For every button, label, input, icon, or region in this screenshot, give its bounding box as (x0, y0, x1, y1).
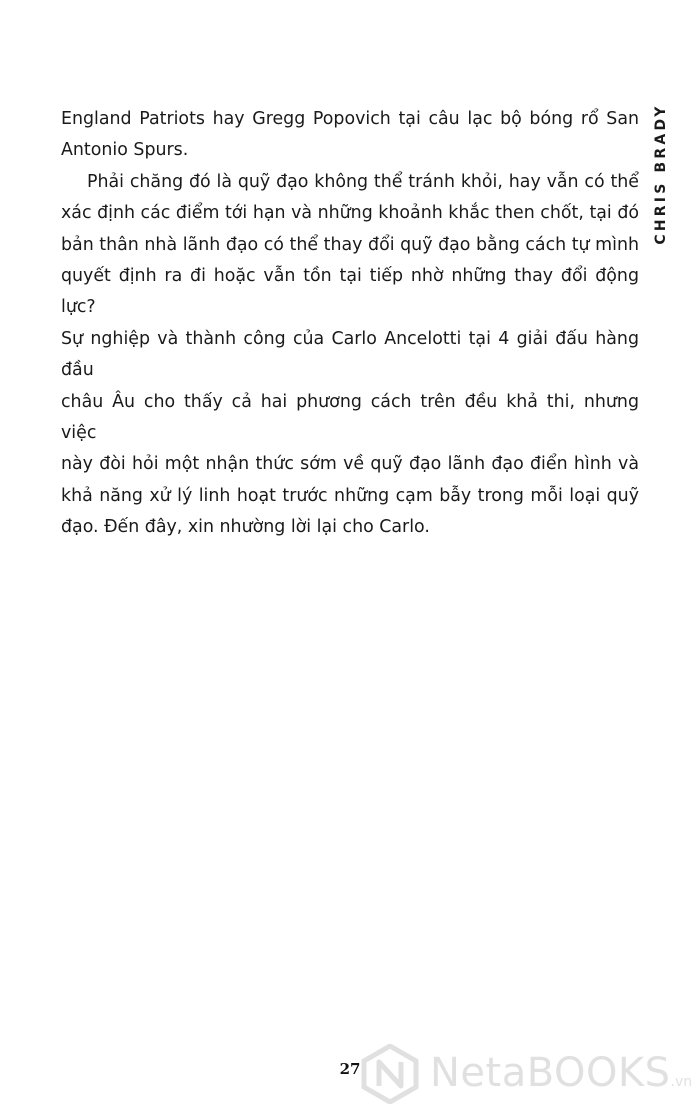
text-line: xác định các điểm tới hạn và những khoảnh khắc then chốt, tại đó (61, 203, 639, 224)
text-line: khả năng xử lý linh hoạt trước những cạm bẫy trong mỗi loại quỹ (61, 485, 639, 506)
body-text (61, 104, 639, 544)
page-number: 27 (339, 1060, 361, 1078)
text-line: quyết định ra đi hoặc vẫn tồn tại tiếp nhờ những thay đổi động lực? (61, 266, 639, 318)
watermark (360, 1036, 693, 1112)
text-line: Antonio Spurs. (61, 140, 189, 161)
text-line: châu Âu cho thấy cả hai phương cách trên đều khả thi, nhưng việc (61, 391, 639, 444)
netabooks-logo-icon (360, 1044, 420, 1104)
running-head-author: CHRIS BRADY (653, 103, 669, 245)
text-line: bản thân nhà lãnh đạo có thể thay đổi quỹ đạo bằng cách tự mình (61, 234, 639, 255)
watermark-text (430, 1050, 692, 1096)
text-line: Phải chăng đó là quỹ đạo không thể tránh khỏi, hay vẫn có thể (87, 171, 639, 192)
text-line: England Patriots hay Gregg Popovich tại câu lạc bộ bóng rổ San (61, 109, 639, 129)
watermark-brand: NetaBOOKS (430, 1050, 671, 1096)
text-line: này đòi hỏi một nhận thức sớm về quỹ đạo lãnh đạo điển hình và (61, 454, 639, 475)
text-line: đạo. Đến đây, xin nhường lời lại cho Carlo. (61, 517, 430, 538)
text-line: Sự nghiệp và thành công của Carlo Ancelotti tại 4 giải đấu hàng đầu (61, 328, 639, 381)
watermark-suffix: .vn (670, 1074, 693, 1090)
